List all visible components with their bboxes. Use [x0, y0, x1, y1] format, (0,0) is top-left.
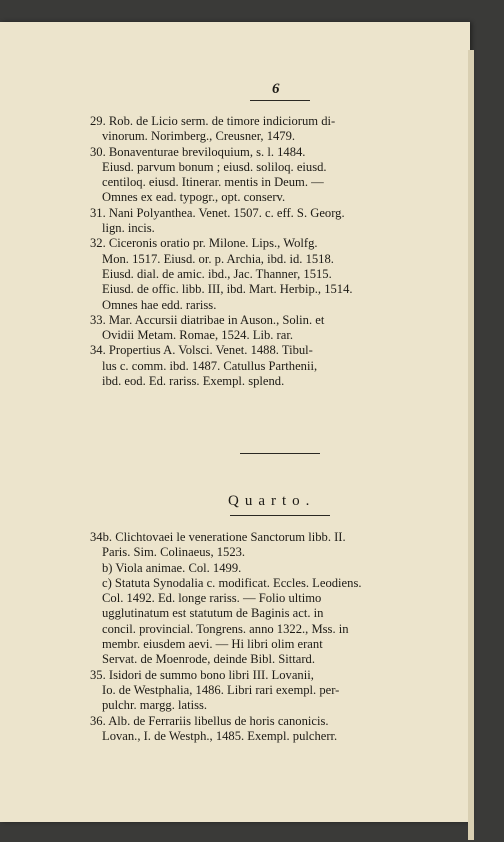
entry-line: 32. Ciceronis oratio pr. Milone. Lips., Wolfg. — [90, 236, 318, 251]
catalog-entry — [90, 714, 460, 745]
entry-line: Paris. Sim. Colinaeus, 1523. — [102, 545, 246, 560]
entries-top — [90, 114, 460, 389]
entry-line: ibd. eod. Ed. rariss. Exempl. splend. — [102, 374, 285, 389]
entry-line: centiloq. eiusd. Itinerar. mentis in Deum. — — [102, 175, 324, 190]
entry-line: 34. Propertius A. Volsci. Venet. 1488. Tibul- — [90, 343, 313, 358]
entry-line: concil. provincial. Tongrens. anno 1322., Mss. in — [102, 621, 349, 636]
entry-line: Omnes hae edd. rariss. — [102, 297, 217, 312]
entry-line: Lovan., I. de Westph., 1485. Exempl. pulcherr. — [102, 728, 338, 743]
entry-line: 35. Isidori de summo bono libri III. Lovanii, — [90, 667, 314, 682]
catalog-entry — [90, 343, 460, 389]
document-page — [0, 22, 470, 822]
entry-line: 36. Alb. de Ferrariis libellus de horis canonicis. — [90, 713, 329, 728]
entry-line: Eiusd. parvum bonum ; eiusd. soliloq. eiusd. — [102, 159, 327, 174]
catalog-entry — [90, 530, 460, 668]
header-rule — [250, 100, 310, 101]
entry-line: 33. Mar. Accursii diatribae in Auson., Solin. et — [90, 312, 325, 327]
entry-line: Omnes ex ead. typogr., opt. conserv. — [102, 190, 286, 205]
entry-line: membr. eiusdem aevi. — Hi libri olim erant — [102, 637, 323, 652]
entry-line: Servat. de Moenrode, deinde Bibl. Sittard. — [102, 652, 315, 667]
entry-line: Mon. 1517. Eiusd. or. p. Archia, ibd. id. 1518. — [102, 251, 334, 266]
entry-line: c) Statuta Synodalia c. modificat. Eccles. Leodiens. — [102, 575, 362, 590]
entries-bottom — [90, 530, 460, 744]
catalog-entry — [90, 236, 460, 312]
entry-line: Ovidii Metam. Romae, 1524. Lib. rar. — [102, 328, 293, 343]
entry-line: ugglutinatum est statutum de Baginis act. in — [102, 606, 324, 621]
entry-line: 34b. Clichtovaei le veneratione Sanctorum libb. II. — [90, 530, 346, 544]
catalog-entry — [90, 668, 460, 714]
catalog-entry — [90, 145, 460, 206]
entry-line: lign. incis. — [102, 221, 155, 236]
entry-line: pulchr. margg. latiss. — [102, 698, 208, 713]
entry-line: b) Viola animae. Col. 1499. — [102, 560, 242, 575]
section-divider-rule — [240, 453, 320, 454]
entry-line: vinorum. Norimberg., Creusner, 1479. — [102, 129, 296, 144]
entry-line: 31. Nani Polyanthea. Venet. 1507. c. eff. S. Georg. — [90, 205, 345, 220]
entry-line: 30. Bonaventurae breviloquium, s. l. 1484. — [90, 144, 306, 159]
entry-line: Col. 1492. Ed. longe rariss. — Folio ultimo — [102, 591, 322, 606]
page-number: 6 — [272, 81, 280, 97]
entry-line: Eiusd. dial. de amic. ibd., Jac. Thanner, 1515. — [102, 266, 332, 281]
catalog-entry — [90, 313, 460, 344]
heading-underline-rule — [230, 515, 330, 516]
catalog-entry — [90, 114, 460, 145]
entry-line: 29. Rob. de Licio serm. de timore indiciorum di- — [90, 114, 336, 128]
entry-line: Eiusd. de offic. libb. III, ibd. Mart. Herbip., 1514. — [102, 282, 353, 297]
entry-line: lus c. comm. ibd. 1487. Catullus Parthenii, — [102, 358, 318, 373]
entry-line: Io. de Westphalia, 1486. Libri rari exempl. per- — [102, 682, 340, 697]
catalog-entry — [90, 206, 460, 237]
section-heading: Quarto. — [228, 493, 316, 509]
page-edge — [468, 50, 474, 840]
